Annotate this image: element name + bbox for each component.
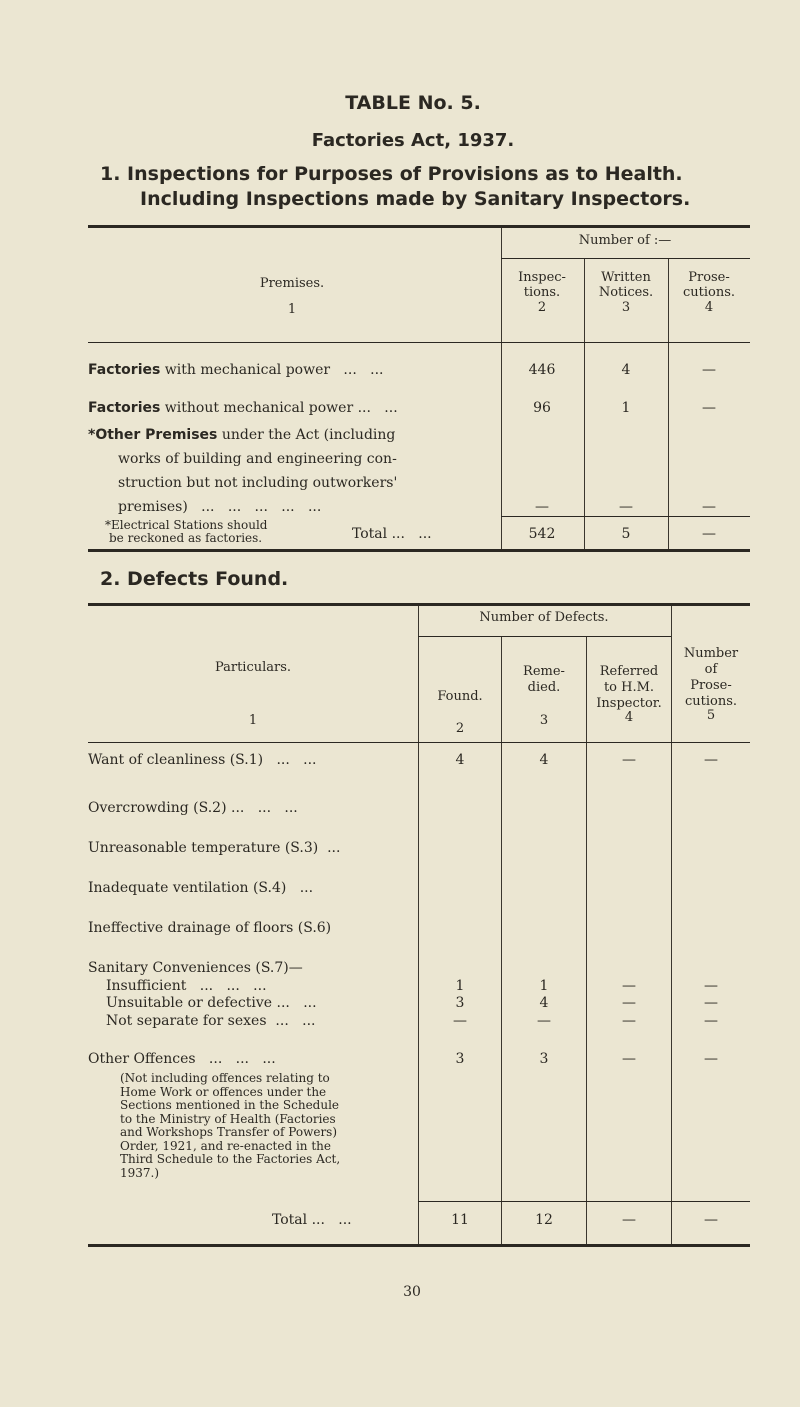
cell-value: — [622, 752, 636, 768]
cell-value: — [453, 1013, 467, 1029]
col-header-inspections: Inspec- tions. 2 [518, 270, 566, 315]
col-number: 1 [287, 302, 297, 317]
col-header-particulars: Particulars. [214, 660, 292, 675]
page-number: 30 [403, 1284, 421, 1300]
row-label: Overcrowding (S.2) ... ... ... [88, 800, 298, 816]
col-header-prosecutions: Number of Prose- cutions. 5 [683, 646, 739, 723]
cell-value: 4 [455, 752, 465, 768]
cell-value: — [704, 1013, 718, 1029]
cell-value: — [622, 995, 636, 1011]
cell-value: — [704, 978, 718, 994]
row-label: Want of cleanliness (S.1) ... ... [88, 752, 317, 768]
col-header-referred: Referred to H.M. Inspector. 4 [596, 664, 662, 725]
col-header-remedied: Reme- died. 3 [523, 664, 565, 728]
cell-value: 3 [539, 1051, 549, 1067]
cell-value: 3 [455, 1051, 465, 1067]
group-header: Number of Defects. [479, 610, 609, 625]
cell-value: — [622, 1051, 636, 1067]
table-number: TABLE No. 5. [345, 92, 481, 114]
cell-value: — [622, 1013, 636, 1029]
group-header: Number of :— [578, 233, 672, 248]
col-header-premises: Premises. [259, 276, 325, 291]
total-value: 5 [621, 526, 631, 542]
total-value: — [702, 526, 716, 542]
row-label: Sanitary Conveniences (S.7)— [88, 960, 303, 976]
row-label: Ineffective drainage of floors (S.6) [88, 920, 332, 936]
row-label: Not separate for sexes ... ... [106, 1013, 316, 1029]
row-label: Other Offences ... ... ... [88, 1051, 276, 1067]
cell-value: — [704, 995, 718, 1011]
col-header-found: Found. 2 [437, 689, 483, 736]
col-number: 1 [248, 713, 258, 728]
footnote: *Electrical Stations should be reckoned as factories. [105, 518, 268, 545]
cell-value: 3 [455, 995, 465, 1011]
cell-value: 4 [539, 752, 549, 768]
col-header-prosecutions: Prose- cutions. 4 [682, 270, 736, 315]
col-header-notices: Written Notices. 3 [598, 270, 654, 315]
cell-value: — [704, 1051, 718, 1067]
cell-value: 1 [539, 978, 549, 994]
section2-title: 2. Defects Found. [100, 568, 289, 590]
cell-value: — [537, 1013, 551, 1029]
other-offences-note: (Not including offences relating to Home Work or offences under the Sections mentioned in the Schedule to the Ministry of Health (Factories and Workshops Transfer of Powers) Order, 1921, and re-enacted in the Third Schedule to the Factories Act, 1937.) [120, 1071, 341, 1180]
document-page: TABLE No. 5. Factories Act, 1937. 1. Inspections for Purposes of Provisions as to Health. Including Inspections made by Sanitary Inspectors. Number of :— Premises. 1 Inspec- tions. 2 Written Notices. 3 Prose- cutions. 4 Factories with mechanical power ... ... 446 4 — Factories without mechanical power ... ... 96 1 — *Other Premises under the Act (including works of building and engineering con- struction but not including outworkers' premises) ... ... ... ... ... — — — *Electrical Stations should be reckoned as factories. 2. Defects Found. Number of Defects. Particulars. 1 Found. 2 Reme- died. 3 Referred to H.M. Inspector. 4 Number of Prose- cutions. 5 Want of cleanliness (S.1) ... ... 4 4 — — Overcrowding (S.2) ... ... ... Unreasonable temperature (S.3) ... Inadequate ventilation (S.4) ... Ineffective drainage of floors (S.6) Sanitary Conveniences (S.7)— Insufficient ... ... ... 1 1 — — Unsuitable or defective ... ... 3 4 — — Not separate for sexes ... ... — — — — Other Offences ... ... ... 3 3 — — (Not including offences relating to Home Work or offences under the Sections mentioned in the Schedule to the Ministry of Health (Factories and Workshops Transfer of Powers) Order, 1921, and re-enacted in the Third Schedule to the Factories Act, 1937.) Total ... ... 542 5 — Total ... ... 11 12 — — 30 [0, 0, 800, 1407]
section1-title: 1. Inspections for Purposes of Provisions as to Health. [100, 163, 683, 185]
total-value: 542 [528, 526, 556, 542]
cell-value: — [622, 978, 636, 994]
section1-subtitle: Including Inspections made by Sanitary Inspectors. [140, 188, 691, 210]
cell-value: 1 [455, 978, 465, 994]
act-title: Factories Act, 1937. [311, 130, 515, 151]
cell-value: — [704, 752, 718, 768]
cell-value: 4 [539, 995, 549, 1011]
row-label: Insufficient ... ... ... [106, 978, 267, 994]
row-label: Unreasonable temperature (S.3) ... [88, 840, 341, 856]
row-label: Unsuitable or defective ... ... [106, 995, 317, 1011]
row-label: Inadequate ventilation (S.4) ... [88, 880, 314, 896]
